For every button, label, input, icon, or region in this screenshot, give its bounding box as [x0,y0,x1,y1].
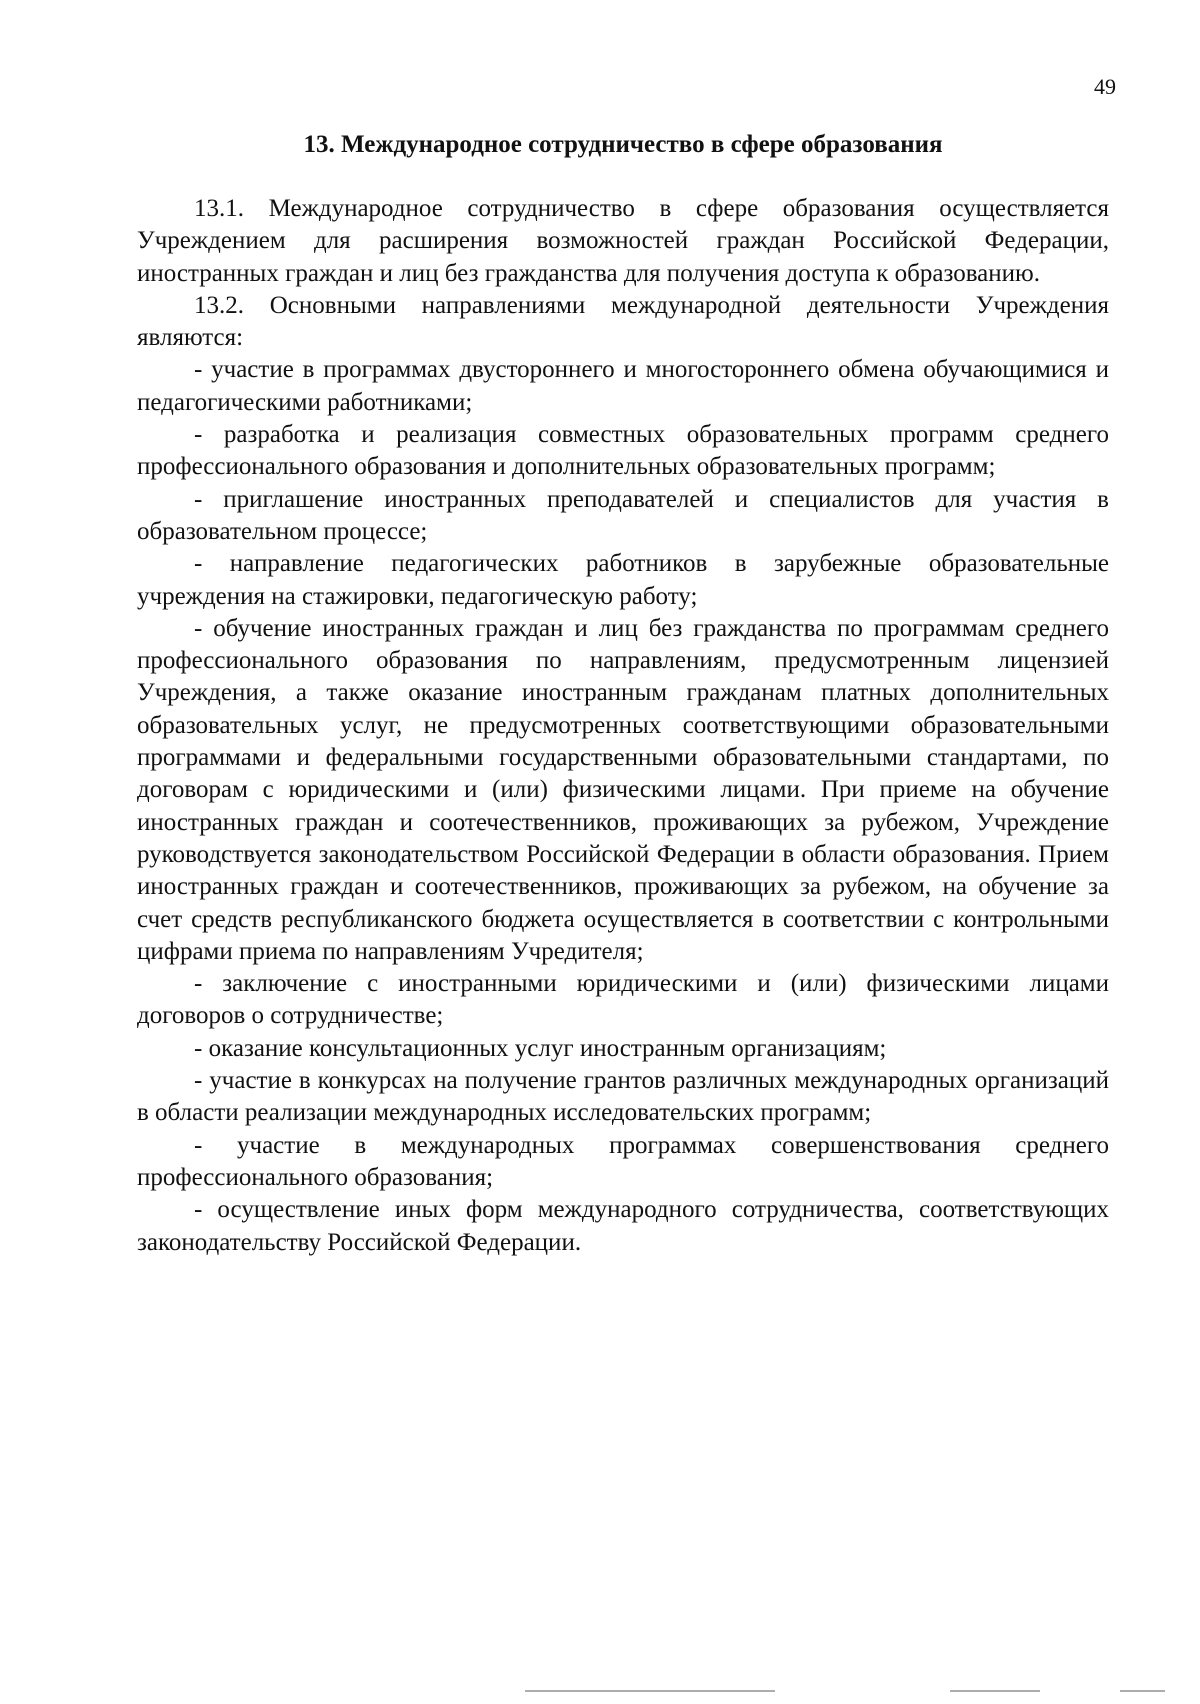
list-item-foreign-students: - обучение иностранных граждан и лиц без гражданства по программам среднего профессионального образования по направлениям, предусмотренным лицензией Учреждения, а также оказание иностранным гражданам платных дополнительных образовательных услуг, не предусмотренных соответствующими образовательными программами и федеральными государственными образовательными стандартами, по договорам с юридическими и (или) физическими лицами. При приеме на обучение иностранных граждан и соотечественников, проживающих за рубежом, Учреждение руководствуется законодательством Российской Федерации в области образования. Прием иностранных граждан и соотечественников, проживающих за рубежом, на обучение за счет средств республиканского бюджета осуществляется в соответствии с контрольными цифрами приема по направлениям Учредителя; [137,614,1109,965]
scan-artifact-line [525,1690,775,1692]
list-item-exchange: - участие в программах двустороннего и многостороннего обмена обучающимися и педагогическими работниками; [137,356,1109,416]
list-item-grants: - участие в конкурсах на получение грантов различных международных организаций в области реализации международных исследовательских программ; [137,1067,1109,1127]
list-item-invite-teachers: - приглашение иностранных преподавателей и специалистов для участия в образовательном процессе; [137,485,1109,545]
list-item-other-forms: - осуществление иных форм международного сотрудничества, соответствующих законодательству Российской Федерации. [137,1196,1109,1256]
section-heading: 13. Международное сотрудничество в сфере образования [303,131,943,158]
scan-artifact-line [1120,1690,1165,1692]
list-item-internships: - направление педагогических работников в зарубежные образовательные учреждения на стажировки, педагогическую работу; [137,550,1109,610]
list-item-joint-programs: - разработка и реализация совместных образовательных программ среднего профессионального образования и дополнительных образовательных программ; [137,421,1109,481]
list-item-cooperation-agreements: - заключение с иностранными юридическими и (или) физическими лицами договоров о сотрудничестве; [137,970,1109,1030]
paragraph-13-2: 13.2. Основными направлениями международной деятельности Учреждения являются: [137,291,1109,352]
paragraph-13-1: 13.1. Международное сотрудничество в сфере образования осуществляется Учреждением для расширения возможностей граждан Российской Федерации, иностранных граждан и лиц без гражданства для получения доступа к образованию. [137,195,1109,287]
page-number: 49 [1094,74,1116,99]
list-item-consulting: - оказание консультационных услуг иностранным организациям; [194,1034,887,1062]
list-item-international-programs: - участие в международных программах совершенствования среднего профессионального образования; [137,1131,1109,1191]
section-body [137,193,1109,1259]
scan-artifact-line [950,1690,1040,1692]
